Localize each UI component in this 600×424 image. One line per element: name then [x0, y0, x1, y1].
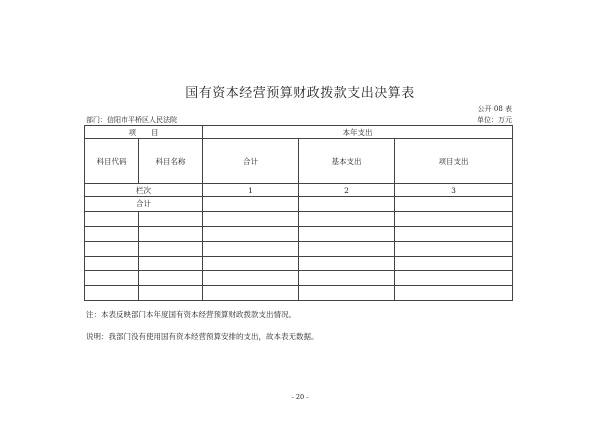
col-project-expenditure: 项目支出	[395, 139, 513, 184]
table-row	[85, 256, 513, 271]
department-label: 部门：信阳市平桥区人民法院	[86, 116, 177, 124]
table-header-row	[85, 126, 513, 139]
col-basic-expenditure: 基本支出	[299, 139, 395, 184]
total-basic-cell	[299, 197, 395, 212]
total-project-cell	[395, 197, 513, 212]
table-row	[85, 226, 513, 241]
unit-label: 单位：万元	[477, 116, 512, 124]
report-title: 国有资本经营预算财政拨款支出决算表	[185, 86, 415, 101]
col-total: 合计	[203, 139, 299, 184]
page-number: - 20 -	[291, 393, 309, 401]
column-index-2: 2	[299, 184, 395, 197]
table-row	[85, 241, 513, 256]
total-cell	[203, 197, 299, 212]
table-row	[85, 286, 513, 301]
expenditure-table	[84, 125, 513, 301]
column-index-row	[85, 184, 513, 197]
header-item-cell: 项 目	[85, 126, 203, 139]
header-current-year-cell: 本年支出	[203, 126, 513, 139]
col-subject-name: 科目名称	[139, 139, 203, 184]
column-index-3: 3	[395, 184, 513, 197]
table-explanation: 说明：我部门没有使用国有资本经营预算安排的支出，故本表无数据。	[86, 332, 319, 341]
column-index-1: 1	[203, 184, 299, 197]
col-subject-code: 科目代码	[85, 139, 139, 184]
total-row	[85, 197, 513, 212]
form-number: 公开 08 表	[477, 105, 512, 113]
table-note: 注：本表反映部门本年度国有资本经营预算财政拨款支出情况。	[86, 310, 296, 319]
column-index-label: 栏次	[85, 184, 203, 197]
table-row	[85, 211, 513, 226]
total-label: 合计	[85, 197, 203, 212]
table-row	[85, 271, 513, 286]
table-subheader-row	[85, 139, 513, 184]
